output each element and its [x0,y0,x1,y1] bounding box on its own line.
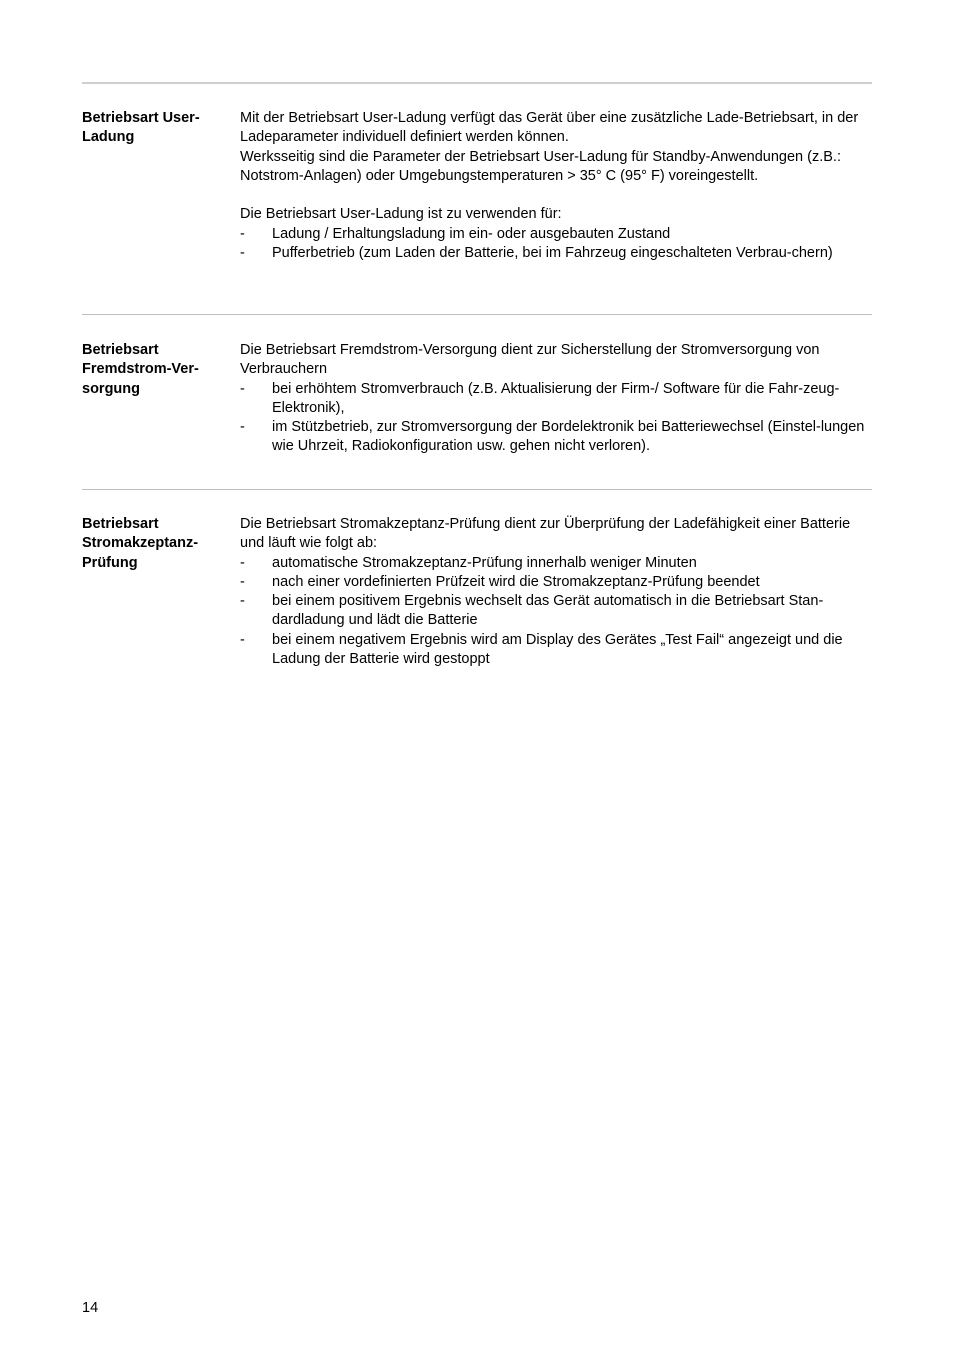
heading-line: Betriebsart [82,342,159,358]
list-intro: Die Betriebsart Fremdstrom-Versorgung dient zur Sicherstellung der Stromversorgung von Verbrauchern [240,342,820,378]
section-heading [82,515,222,573]
paragraph: Mit der Betriebsart User-Ladung verfügt das Gerät über eine zusätzliche Lade-Betriebsart, in der Ladeparameter individuell definiert werden können. [240,110,859,146]
list-item-text: Pufferbetrieb (zum Laden der Batterie, bei im Fahrzeug eingeschalteten Verbrau-chern) [272,245,833,262]
heading-line: Ladung [82,129,135,146]
heading-line: Betriebsart [82,516,159,532]
list-item-text: bei einem negativem Ergebnis wird am Display des Gerätes „Test Fail“ angezeigt und die Ladung der Batterie wird gestoppt [272,631,843,668]
list-item [240,418,872,457]
list-item-text: Ladung / Erhaltungsladung im ein- oder ausgebauten Zustand [272,225,671,242]
bullet-list [240,554,872,670]
list-item-text: automatische Stromakzeptanz-Prüfung innerhalb weniger Minuten [272,554,697,571]
list-intro: Die Betriebsart User-Ladung ist zu verwenden für: [240,206,562,223]
section-heading [82,341,222,399]
list-item [240,554,872,573]
bullet-dash: - [240,380,245,397]
top-divider [82,82,872,84]
bullet-list [240,225,872,264]
bullet-dash: - [240,245,245,262]
list-item [240,380,872,419]
list-item [240,225,872,244]
bullet-dash: - [240,554,245,571]
heading-line: Prüfung [82,554,138,571]
list-item-text: bei erhöhtem Stromverbrauch (z.B. Aktualisierung der Firm-/ Software für die Fahr-zeug-Elektronik), [272,380,840,416]
section-body [240,109,872,263]
section-divider [82,314,872,315]
bullet-dash: - [240,573,245,590]
section-heading [82,109,222,148]
page-number: 14 [82,1300,99,1316]
section-divider [82,489,872,490]
list-item [240,592,872,631]
list-item-text: bei einem positivem Ergebnis wechselt das Gerät automatisch in die Betriebsart Stan-dardladung und lädt die Batterie [272,593,824,629]
heading-line: Fremdstrom-Ver- [82,361,199,378]
list-item-text: im Stützbetrieb, zur Stromversorgung der Bordelektronik bei Batteriewechsel (Einstel-lungen wie Uhrzeit, Radiokonfiguration usw. gehen nicht verloren). [272,419,865,455]
list-intro: Die Betriebsart Stromakzeptanz-Prüfung dient zur Überprüfung der Ladefähigkeit einer Batterie und läuft wie folgt ab: [240,516,851,552]
list-item [240,573,872,592]
list-item [240,244,872,263]
heading-line: sorgung [82,380,140,397]
section-body [240,515,872,669]
bullet-dash: - [240,419,245,436]
heading-line: Betriebsart User- [82,110,200,126]
section-body [240,341,872,457]
list-item-text: nach einer vordefinierten Prüfzeit wird die Stromakzeptanz-Prüfung beendet [272,573,760,590]
paragraph: Werksseitig sind die Parameter der Betriebsart User-Ladung für Standby-Anwendungen (z.B.: Notstrom-Anlagen) oder Umgebungstemperaturen > 35° C (95° F) voreingestellt. [240,148,841,184]
bullet-dash: - [240,225,245,242]
bullet-dash: - [240,631,245,648]
bullet-list [240,380,872,457]
heading-line: Stromakzeptanz- [82,535,199,552]
bullet-dash: - [240,593,245,610]
list-item [240,631,872,670]
